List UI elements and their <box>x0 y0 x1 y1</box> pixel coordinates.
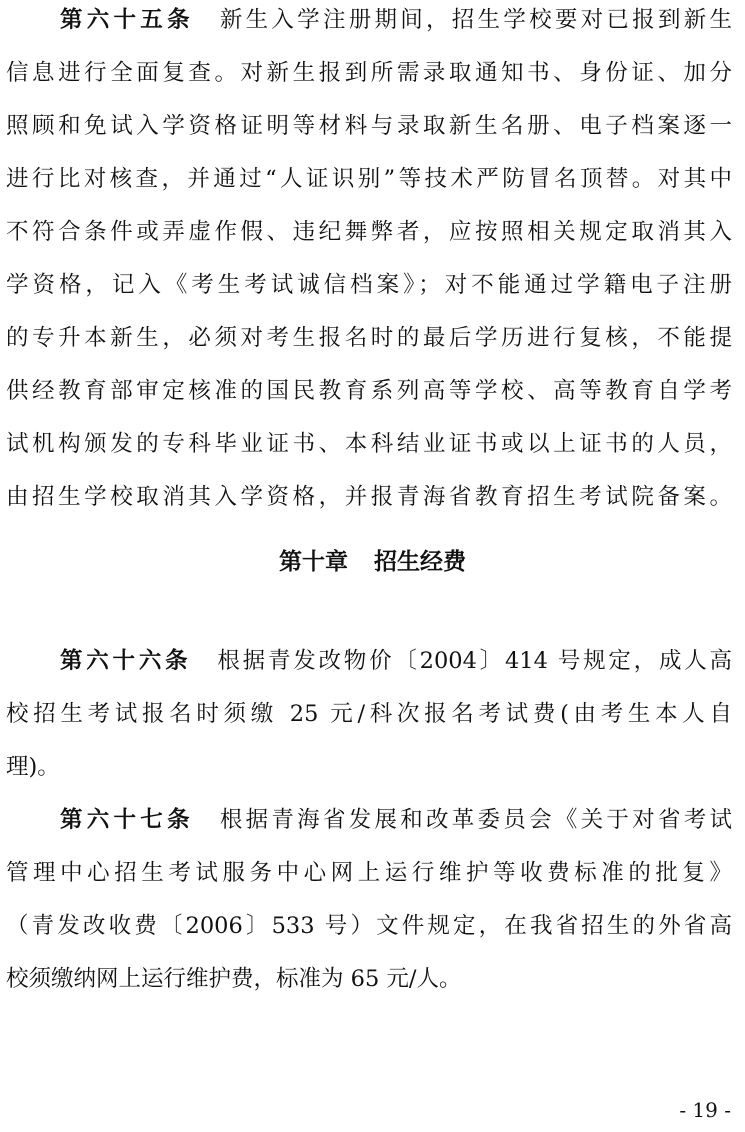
article-65-line-5: 不符合条件或弄虚作假、违纪舞弊者，应按照相关规定取消其入 <box>6 219 732 245</box>
article-66-label: 第六十六条 <box>60 648 192 674</box>
chapter-number: 第十章 <box>279 549 348 575</box>
article-65-line-3: 照顾和免试入学资格证明等材料与录取新生名册、电子档案逐一 <box>6 113 732 139</box>
article-67-label: 第六十七条 <box>60 807 194 833</box>
article-66-line-2: 校招生考试报名时须缴 25 元/科次报名考试费(由考生本人自 <box>6 701 732 727</box>
article-65-line-4: 进行比对核查，并通过“人证识别”等技术严防冒名顶替。对其中 <box>6 166 732 192</box>
chapter-heading <box>0 546 745 578</box>
article-66-line-3: 理)。 <box>6 754 60 780</box>
article-65-line-10: 由招生学校取消其入学资格，并报青海省教育招生考试院备案。 <box>6 484 732 510</box>
article-65-line-8: 供经教育部审定核准的国民教育系列高等学校、高等教育自学考 <box>6 378 732 404</box>
article-65-label: 第六十五条 <box>60 7 194 33</box>
article-65-line-1: 第六十五条 新生入学注册期间，招生学校要对已报到新生 <box>60 7 732 33</box>
article-67-line-2: 管理中心招生考试服务中心网上运行维护等收费标准的批复》 <box>6 860 732 886</box>
article-67-line-1: 第六十七条 根据青海省发展和改革委员会《关于对省考试 <box>60 807 732 833</box>
article-67-line-4: 校须缴纳网上运行维护费，标准为 65 元/人。 <box>6 966 462 992</box>
article-65-line-7: 的专升本新生，必须对考生报名时的最后学历进行复核，不能提 <box>6 325 732 351</box>
article-65-line-6: 学资格，记入《考生考试诚信档案》；对不能通过学籍电子注册 <box>6 272 732 298</box>
page-number: - 19 - <box>679 1098 731 1122</box>
chapter-title: 招生经费 <box>374 549 466 575</box>
article-67-line-3: （青发改收费〔2006〕533 号）文件规定，在我省招生的外省高 <box>6 913 732 939</box>
article-65-line-9: 试机构颁发的专科毕业证书、本科结业证书或以上证书的人员， <box>6 431 732 457</box>
article-66-line-1: 第六十六条 根据青发改物价〔2004〕414 号规定，成人高 <box>60 648 732 674</box>
article-65-line-2: 信息进行全面复查。对新生报到所需录取通知书、身份证、加分 <box>6 60 732 86</box>
